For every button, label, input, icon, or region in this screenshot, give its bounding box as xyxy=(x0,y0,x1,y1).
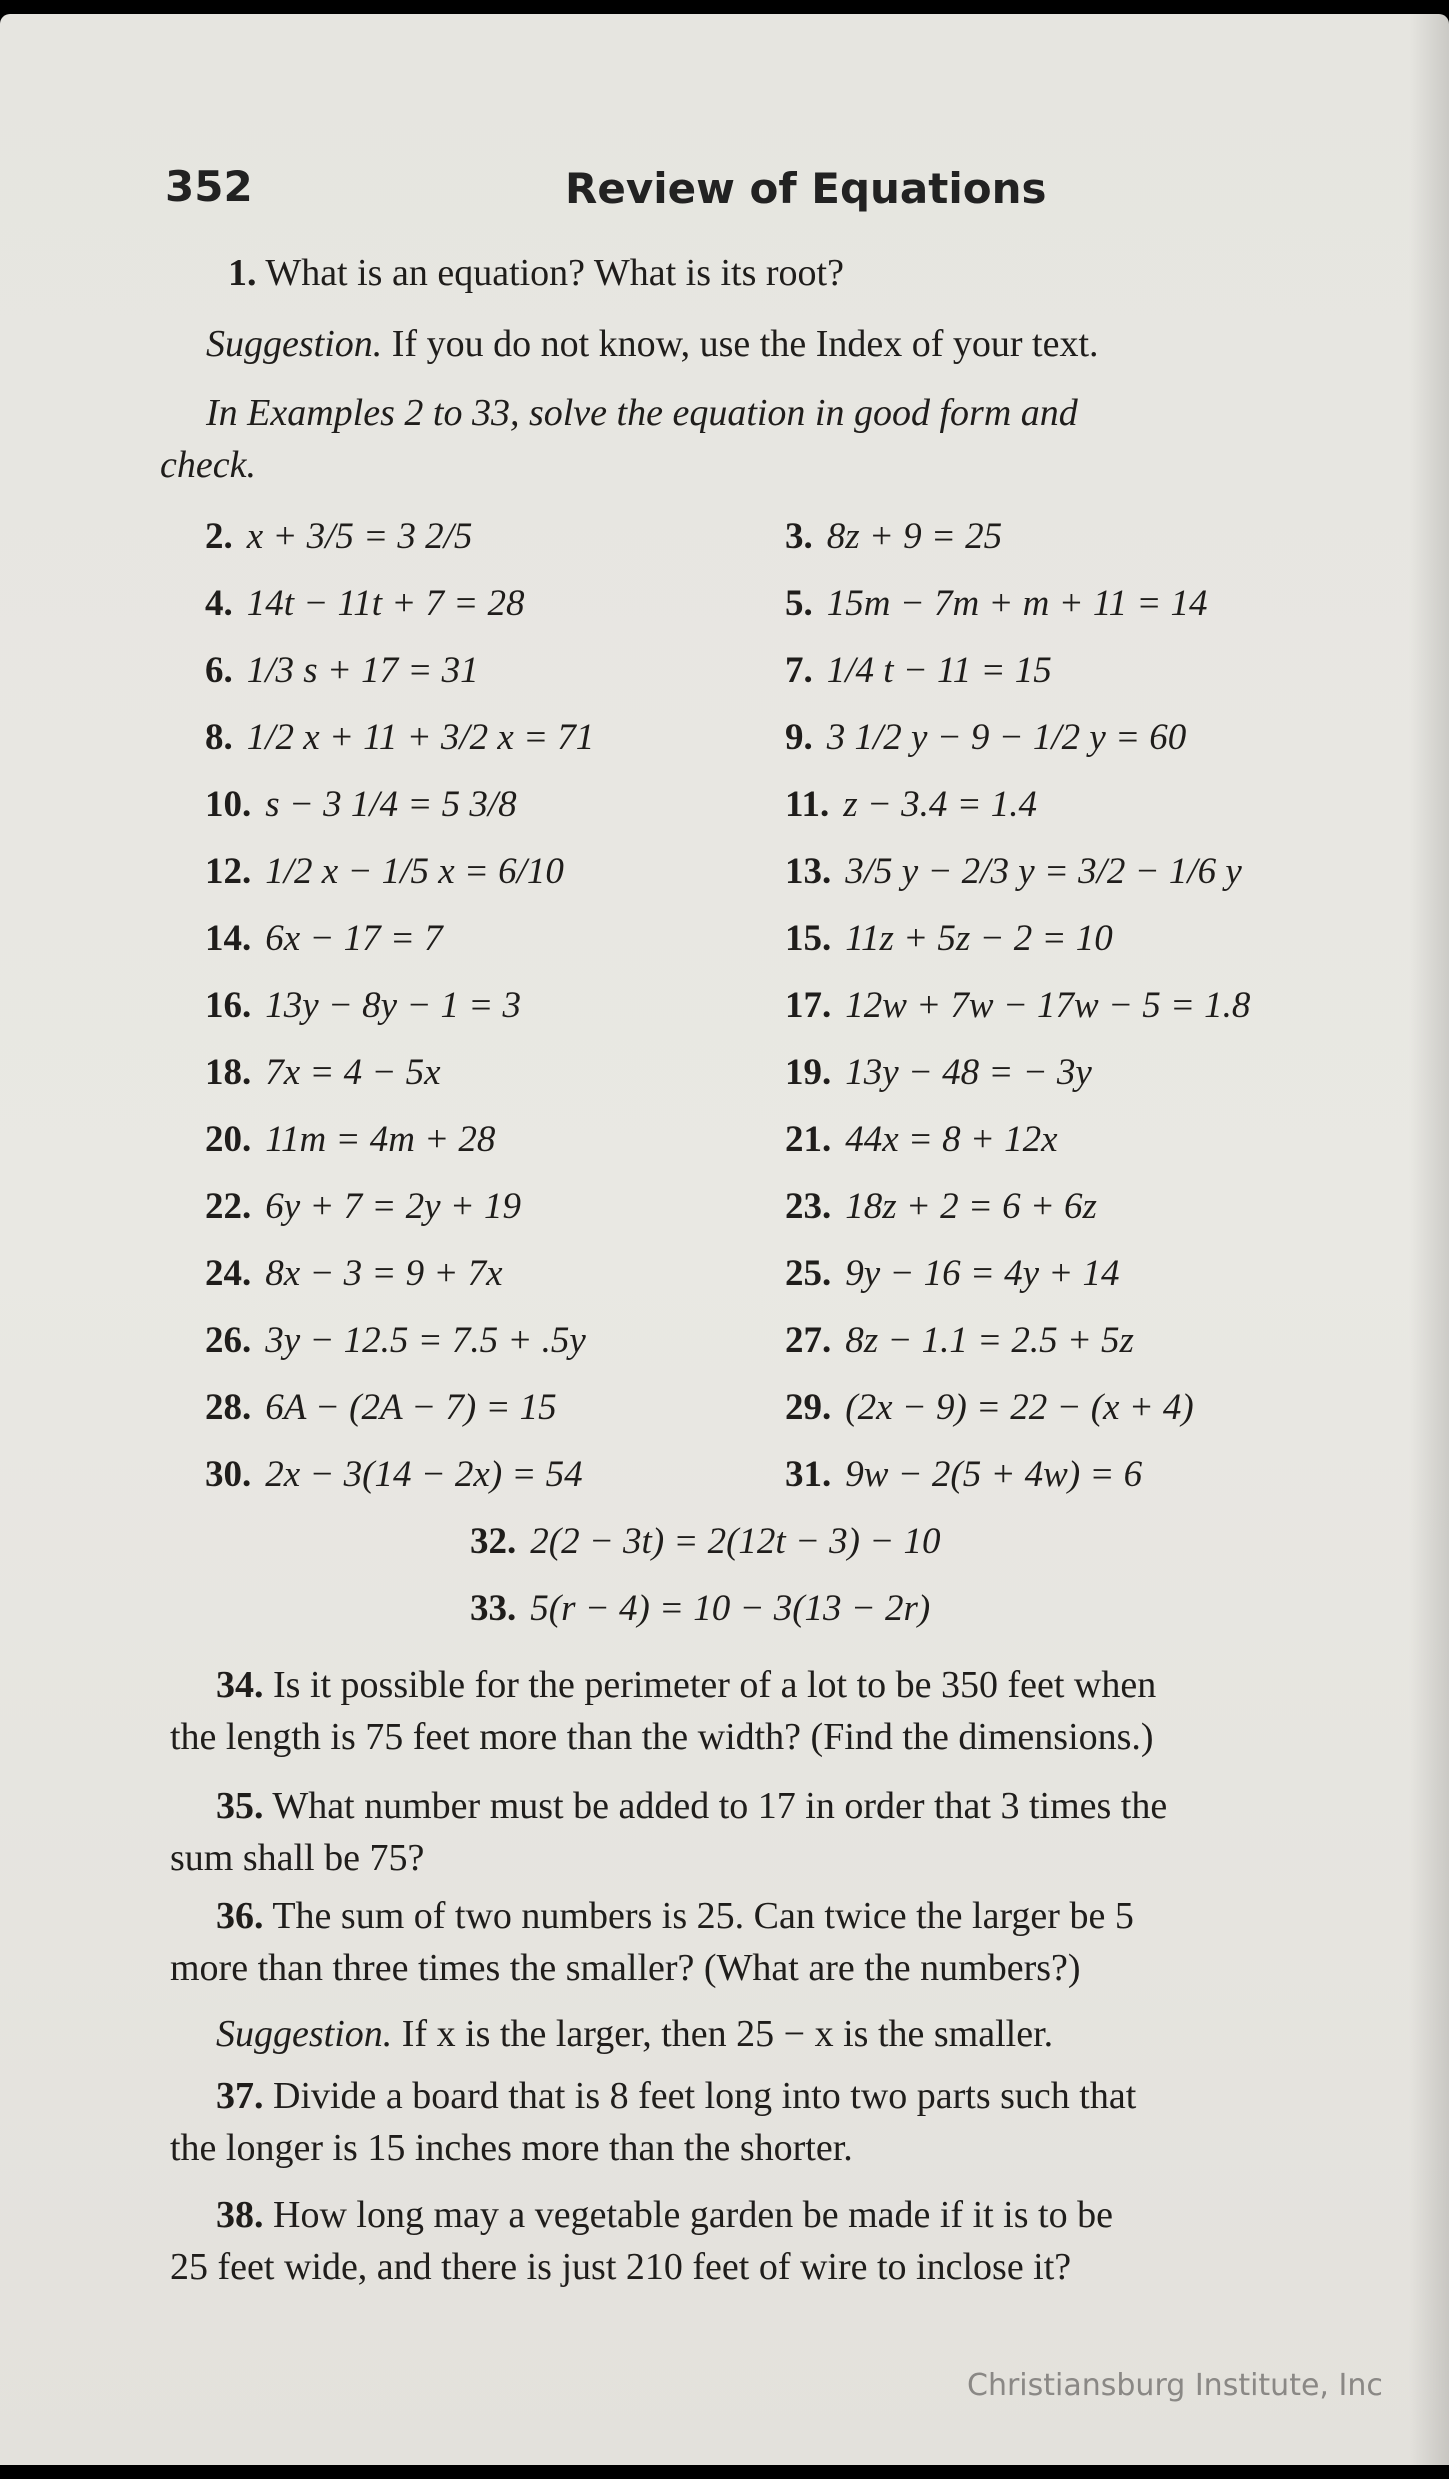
question-text-line-2: sum shall be 75? xyxy=(170,1837,425,1879)
equation-item xyxy=(205,715,594,761)
equation-text: 6x − 17 = 7 xyxy=(265,918,443,959)
question-36 xyxy=(170,1890,1380,1994)
equation-item xyxy=(785,648,1052,694)
equation-text: 1/4 t − 11 = 15 xyxy=(826,650,1052,691)
equation-number: 5. xyxy=(785,583,813,624)
equation-text: 12w + 7w − 17w − 5 = 1.8 xyxy=(845,985,1251,1026)
page-number: 352 xyxy=(165,162,253,211)
equation-number: 21. xyxy=(785,1119,832,1160)
equation-item xyxy=(785,581,1208,627)
question-number: 35. xyxy=(216,1785,264,1827)
equation-item xyxy=(205,1050,441,1096)
question-number: 34. xyxy=(216,1664,264,1706)
equation-text: (2x − 9) = 22 − (x + 4) xyxy=(845,1387,1194,1428)
question-37 xyxy=(170,2070,1380,2174)
equation-item xyxy=(205,1385,557,1431)
suggestion-1 xyxy=(206,321,1099,367)
equation-item xyxy=(205,983,521,1029)
question-1 xyxy=(228,250,844,296)
equation-text: 6y + 7 = 2y + 19 xyxy=(265,1186,521,1227)
equation-number: 2. xyxy=(205,516,233,557)
equation-item xyxy=(205,1184,521,1230)
page-title: Review of Equations xyxy=(565,164,1047,213)
equation-text: 13y − 8y − 1 = 3 xyxy=(265,985,521,1026)
equation-number: 27. xyxy=(785,1320,832,1361)
equation-number: 24. xyxy=(205,1253,252,1294)
question-text-line-2: the longer is 15 inches more than the shorter. xyxy=(170,2127,853,2169)
equation-item xyxy=(785,782,1037,828)
equation-item xyxy=(785,514,1002,560)
equation-number: 26. xyxy=(205,1320,252,1361)
suggestion-text: If x is the larger, then 25 − x is the smaller. xyxy=(401,2013,1054,2055)
equation-text: 18z + 2 = 6 + 6z xyxy=(845,1186,1097,1227)
equation-number: 32. xyxy=(470,1521,517,1562)
equation-text: 3/5 y − 2/3 y = 3/2 − 1/6 y xyxy=(845,851,1242,892)
equation-number: 3. xyxy=(785,516,813,557)
suggestion-label: Suggestion. xyxy=(216,2013,393,2055)
equation-text: 8z − 1.1 = 2.5 + 5z xyxy=(845,1320,1134,1361)
question-text-line-1: The sum of two numbers is 25. Can twice the larger be 5 xyxy=(272,1895,1134,1937)
equation-number: 28. xyxy=(205,1387,252,1428)
equation-item xyxy=(470,1519,940,1565)
equation-item xyxy=(785,1251,1120,1297)
question-text-line-1: How long may a vegetable garden be made if it is to be xyxy=(273,2194,1113,2236)
question-38 xyxy=(170,2189,1380,2293)
equation-text: 14t − 11t + 7 = 28 xyxy=(246,583,525,624)
equation-number: 9. xyxy=(785,717,813,758)
equation-text: x + 3/5 = 3 2/5 xyxy=(246,516,473,557)
equation-text: 1/2 x + 11 + 3/2 x = 71 xyxy=(246,717,595,758)
equation-text: 6A − (2A − 7) = 15 xyxy=(265,1387,557,1428)
instruction-line-2: check. xyxy=(160,444,256,486)
equation-item xyxy=(785,1050,1092,1096)
equation-number: 11. xyxy=(785,784,830,825)
equation-text: 2x − 3(14 − 2x) = 54 xyxy=(265,1454,583,1495)
question-text-line-2: the length is 75 feet more than the width? (Find the dimensions.) xyxy=(170,1716,1154,1758)
equation-item xyxy=(785,1452,1142,1498)
equation-number: 18. xyxy=(205,1052,252,1093)
equation-text: 3y − 12.5 = 7.5 + .5y xyxy=(265,1320,586,1361)
equation-number: 14. xyxy=(205,918,252,959)
equation-item xyxy=(785,1385,1194,1431)
question-text-line-1: Is it possible for the perimeter of a lot to be 350 feet when xyxy=(273,1664,1157,1706)
equation-item xyxy=(205,648,479,694)
question-text: What is an equation? What is its root? xyxy=(265,252,844,294)
equation-item xyxy=(205,514,472,560)
equation-item xyxy=(785,1117,1058,1163)
suggestion-text: If you do not know, use the Index of your text. xyxy=(391,323,1099,365)
equation-number: 19. xyxy=(785,1052,832,1093)
equation-item xyxy=(785,715,1186,761)
equation-number: 16. xyxy=(205,985,252,1026)
equation-text: 11z + 5z − 2 = 10 xyxy=(845,918,1113,959)
question-35 xyxy=(170,1780,1380,1884)
question-number: 36. xyxy=(216,1895,264,1937)
equation-item xyxy=(785,1184,1097,1230)
equation-item xyxy=(205,1251,503,1297)
equation-item xyxy=(205,782,517,828)
equation-text: 13y − 48 = − 3y xyxy=(845,1052,1092,1093)
book-page xyxy=(0,14,1449,2465)
equation-item xyxy=(785,916,1113,962)
equation-item xyxy=(205,1318,586,1364)
equation-text: s − 3 1/4 = 5 3/8 xyxy=(265,784,517,825)
equation-number: 31. xyxy=(785,1454,832,1495)
equation-item xyxy=(470,1586,930,1632)
watermark-text: Christiansburg Institute, Inc xyxy=(967,2368,1383,2403)
equation-item xyxy=(205,581,524,627)
equation-item xyxy=(205,849,564,895)
question-text-line-2: more than three times the smaller? (What are the numbers?) xyxy=(170,1947,1081,1989)
equation-text: 7x = 4 − 5x xyxy=(265,1052,441,1093)
suggestion-2 xyxy=(216,2011,1053,2057)
equation-text: 2(2 − 3t) = 2(12t − 3) − 10 xyxy=(530,1521,941,1562)
equation-number: 23. xyxy=(785,1186,832,1227)
equation-text: 3 1/2 y − 9 − 1/2 y = 60 xyxy=(826,717,1187,758)
equation-text: 11m = 4m + 28 xyxy=(265,1119,496,1160)
equation-number: 7. xyxy=(785,650,813,691)
equation-number: 6. xyxy=(205,650,233,691)
equation-item xyxy=(785,849,1242,895)
equation-item xyxy=(205,1452,583,1498)
equation-item xyxy=(785,983,1250,1029)
equation-number: 17. xyxy=(785,985,832,1026)
question-text-line-1: Divide a board that is 8 feet long into two parts such that xyxy=(273,2075,1137,2117)
equation-number: 8. xyxy=(205,717,233,758)
question-34 xyxy=(170,1659,1380,1763)
equation-text: 44x = 8 + 12x xyxy=(845,1119,1058,1160)
question-text-line-2: 25 feet wide, and there is just 210 feet of wire to inclose it? xyxy=(170,2246,1072,2288)
instruction-line-1: In Examples 2 to 33, solve the equation in good form and xyxy=(206,392,1078,434)
equation-item xyxy=(785,1318,1134,1364)
equation-number: 12. xyxy=(205,851,252,892)
question-number: 38. xyxy=(216,2194,264,2236)
equation-number: 33. xyxy=(470,1588,517,1629)
question-number: 1. xyxy=(228,252,257,294)
equation-item xyxy=(205,916,443,962)
equation-number: 4. xyxy=(205,583,233,624)
equation-number: 15. xyxy=(785,918,832,959)
equation-number: 29. xyxy=(785,1387,832,1428)
equation-text: 8z + 9 = 25 xyxy=(826,516,1003,557)
equation-number: 22. xyxy=(205,1186,252,1227)
equation-number: 10. xyxy=(205,784,252,825)
question-text-line-1: What number must be added to 17 in order that 3 times the xyxy=(272,1785,1168,1827)
suggestion-label: Suggestion. xyxy=(206,323,383,365)
equation-text: 15m − 7m + m + 11 = 14 xyxy=(826,583,1208,624)
equation-text: 5(r − 4) = 10 − 3(13 − 2r) xyxy=(530,1588,931,1629)
equation-number: 25. xyxy=(785,1253,832,1294)
equation-text: 9y − 16 = 4y + 14 xyxy=(845,1253,1120,1294)
equation-item xyxy=(205,1117,495,1163)
equation-text: 9w − 2(5 + 4w) = 6 xyxy=(845,1454,1143,1495)
equation-text: 1/3 s + 17 = 31 xyxy=(246,650,479,691)
equation-text: 8x − 3 = 9 + 7x xyxy=(265,1253,503,1294)
equation-number: 30. xyxy=(205,1454,252,1495)
equation-number: 20. xyxy=(205,1119,252,1160)
equation-text: 1/2 x − 1/5 x = 6/10 xyxy=(265,851,564,892)
equation-number: 13. xyxy=(785,851,832,892)
question-number: 37. xyxy=(216,2075,264,2117)
equation-text: z − 3.4 = 1.4 xyxy=(843,784,1038,825)
